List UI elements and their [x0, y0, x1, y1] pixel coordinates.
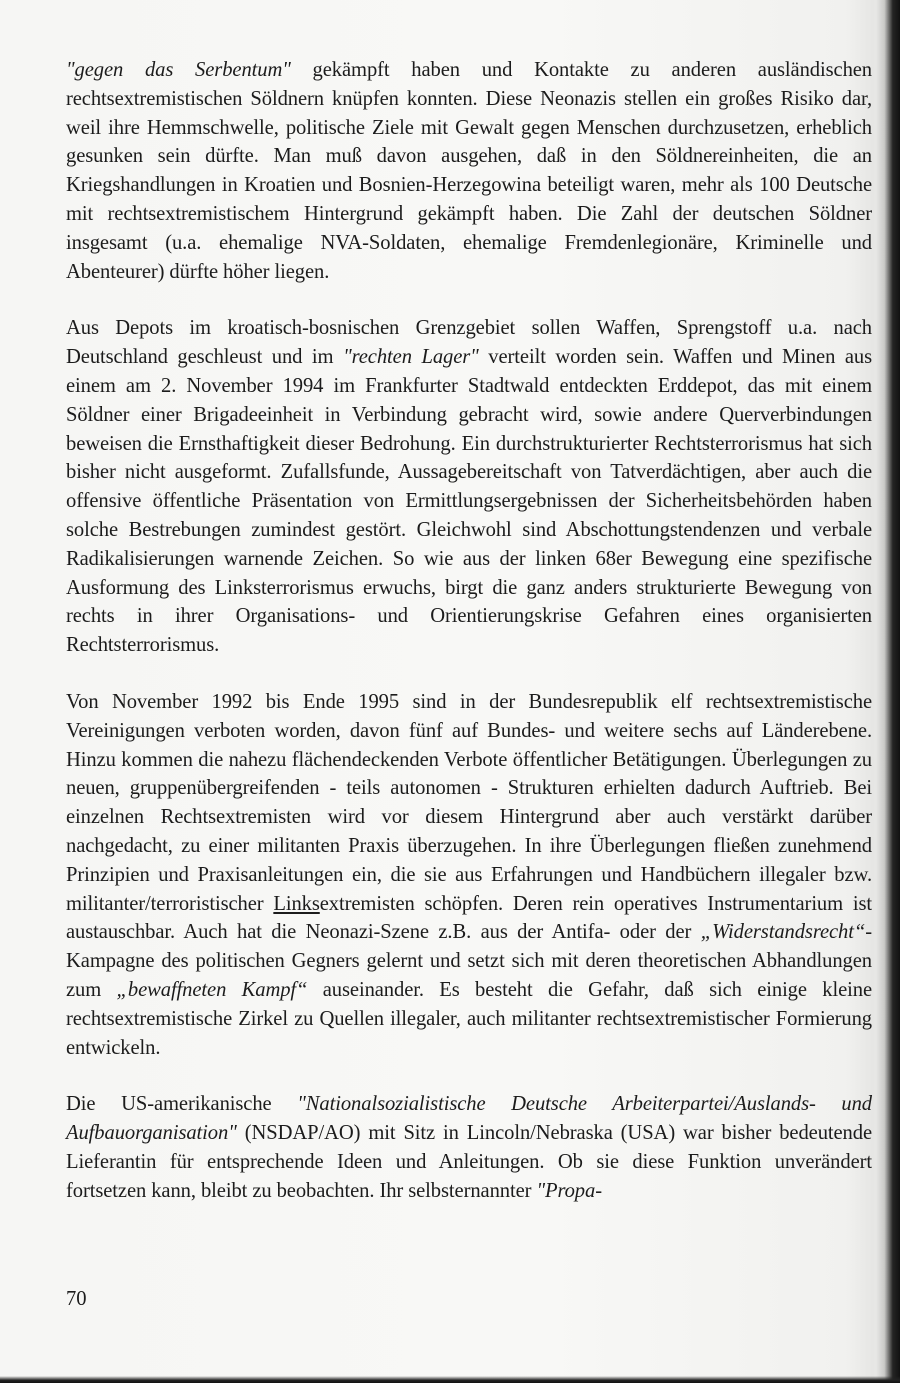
italic-text-run: „Widerstandsrecht“	[700, 921, 866, 944]
text-run: gekämpft haben und Kontakte zu anderen ausländischen rechtsextremistischen Söldnern knüpfen konnten. Diese Neonazis stellen ein großes Risiko dar, weil ihre Hemmschwelle, politische Ziele mit Gewalt gegen Menschen durchzusetzen, erheblich gesunken sein dürfte. Man muß davon ausgehen, daß in den Söldnereinheiten, die an Kriegshandlungen in Kroatien und Bosnien-Herzegowina beteiligt waren, mehr als 100 Deutsche mit rechtsextremistischem Hintergrund gekämpft haben. Die Zahl der deutschen Söldner insgesamt (u.a. ehemalige NVA-Soldaten, ehemalige Fremdenlegionäre, Kriminelle und Abenteurer) dürfte höher liegen.	[66, 59, 872, 283]
italic-text-run: „bewaffneten Kampf“	[116, 978, 308, 1001]
page-number: 70	[66, 1288, 87, 1310]
paragraph	[66, 56, 872, 286]
italic-text-run: "Nationalsozialistische Deutsche Arbeiterpartei/Auslands- und Aufbauorganisation"	[66, 1093, 872, 1145]
text-run: -Kampagne des politischen Gegners gelernt und setzt sich mit deren theoretischen Abhandlungen zum	[66, 921, 872, 1001]
text-run: auseinander. Es besteht die Gefahr, daß sich einige kleine rechtsextremistische Zirkel zu Quellen illegaler, auch militanter rechtsextremistischer Formierung entwickeln.	[66, 978, 872, 1059]
text-run: verteilt worden sein. Waffen und Minen aus einem am 2. November 1994 im Frankfurter Stadtwald entdeckten Erddepot, das mit einem Söldner einer Brigadeeinheit in Verbindung gebracht wird, sowie andere Querverbindungen beweisen die Ernsthaftigkeit dieser Bedrohung. Ein durchstrukturierter Rechtsterrorismus hat sich bisher nicht ausgeformt. Zufallsfunde, Aussagebereitschaft von Tatverdächtigen, aber auch die offensive öffentliche Präsentation von Ermittlungsergebnissen der Sicherheitsbehörden haben solche Bestrebungen zumindest gestört. Gleichwohl sind Abschottungstendenzen und verbale Radikalisierungen warnende Zeichen. So wie aus der linken 68er Bewegung eine spezifische Ausformung des Linksterrorismus erwuchs, birgt die ganz anders strukturierte Bewegung von rechts in ihrer Organisations- und Orientierungskrise Gefahren eines organisierten Rechtsterrorismus.	[66, 346, 873, 657]
italic-text-run: "Propa-	[536, 1179, 602, 1202]
paragraph	[66, 1090, 872, 1205]
italic-text-run: "gegen das Serbentum"	[66, 59, 291, 81]
underlined-text-run: Links	[273, 892, 320, 915]
text-run: Von November 1992 bis Ende 1995 sind in der Bundesrepublik elf rechtsextremistische Vereinigungen verboten worden, davon fünf auf Bundes- und weitere sechs auf Länderebene. Hinzu kommen die nahezu flächendeckenden Verbote öffentlicher Betätigungen. Überlegungen zu neuen, gruppenübergreifenden - teils autonomen - Strukturen erhielten dadurch Auftrieb. Bei einzelnen Rechtsextremisten wird vor diesem Hintergrund aber auch verstärkt darüber nachgedacht, zu einer militanten Praxis überzugehen. In ihre Überlegungen fließen zunehmend Prinzipien und Praxisanleitungen ein, die sie aus Erfahrungen und Handbüchern illegaler bzw. militanter/terroristischer	[66, 690, 872, 915]
italic-text-run: "rechten Lager"	[343, 346, 479, 369]
body-text	[66, 56, 872, 1205]
paragraph	[66, 688, 872, 1062]
text-run: Die US-amerikanische	[66, 1093, 298, 1116]
page-bottom-edge	[0, 1376, 900, 1383]
text-run: Aus Depots im kroatisch-bosnischen Grenzgebiet sollen Waffen, Sprengstoff u.a. nach Deutschland geschleust und im	[66, 317, 872, 369]
paragraph	[66, 314, 872, 660]
book-spine-shadow	[876, 0, 900, 1383]
text-run: (NSDAP/AO) mit Sitz in Lincoln/Nebraska (USA) war bisher bedeutende Lieferantin für entsprechende Ideen und Anleitungen. Ob sie diese Funktion unverändert fortsetzen kann, bleibt zu beobachten. Ihr selbsternannter	[66, 1122, 872, 1202]
text-run: extremisten schöpfen. Deren rein operatives Instrumentarium ist austauschbar. Auch hat die Neonazi-Szene z.B. aus der Antifa- oder der	[66, 892, 872, 944]
